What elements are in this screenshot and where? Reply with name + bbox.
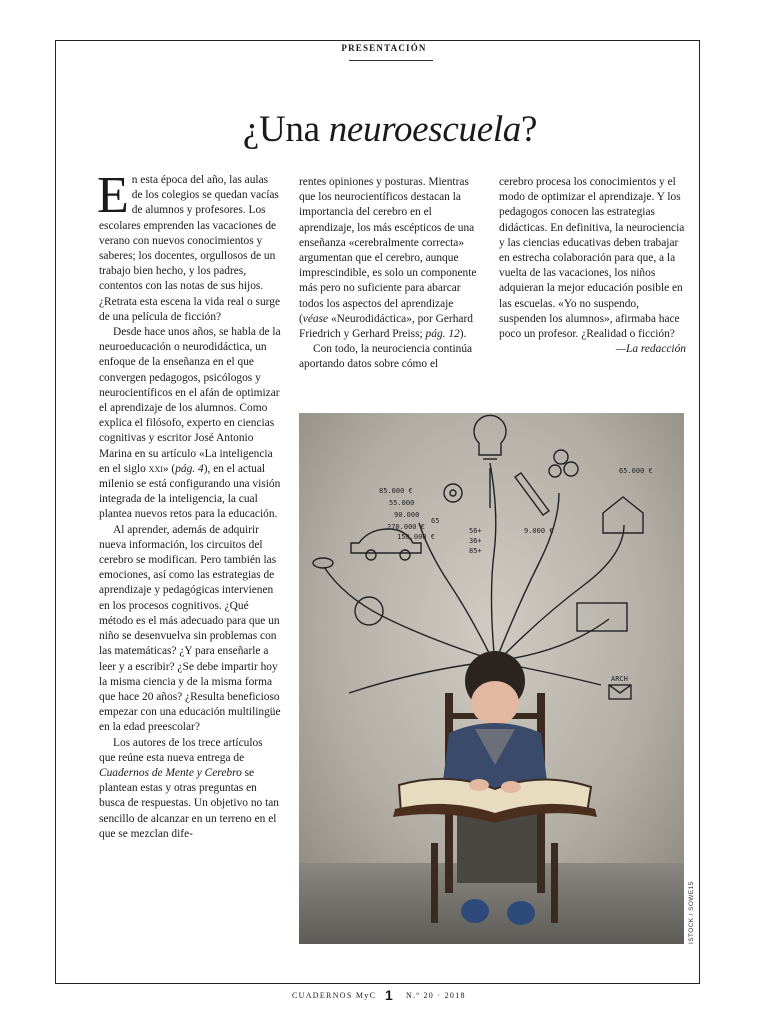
paragraph-2-century: xxi — [148, 462, 163, 475]
paragraph-6: Con todo, la neurociencia continúa aportando datos sobre cómo el — [299, 343, 473, 371]
svg-text:9.000 €: 9.000 € — [524, 527, 554, 535]
signature: —La redacción — [615, 343, 686, 356]
illustration — [299, 413, 684, 944]
svg-text:85.000 €: 85.000 € — [379, 487, 413, 495]
section-rule — [349, 60, 433, 61]
paragraph-3: Al aprender, además de adquirir nueva información, los circuitos del cerebro se modifican. Pero también las emociones, así como las estrategias de aprendizaje y pedagógicas intervienen en los procesos cognitivos. ¿Qué método es el más adecuado para que un niño se desenvuelva sin problemas con las matemáticas? ¿Y para enseñarle a leer y a escribir? ¿Se debe impartir hoy la misma ciencia y de la misma forma que hace 20 años? ¿Resulta beneficioso empezar con una educación multilingüe en la edad preescolar? — [99, 523, 281, 734]
text-column-3 — [499, 175, 686, 357]
paragraph-5 — [299, 175, 480, 342]
footer-publication: CUADERNOS MyC — [292, 991, 377, 1000]
text-column-1 — [97, 167, 281, 842]
svg-text:56+: 56+ — [469, 527, 482, 535]
paragraph-4-text-a: Los autores de los trece artículos que reúne esta nueva entrega de — [99, 736, 263, 764]
title-prefix: ¿Una — [242, 109, 329, 150]
publication-title: Cuadernos de Mente y Cerebro — [99, 766, 242, 779]
svg-text:55.000: 55.000 — [389, 499, 415, 507]
paragraph-5-text-c: ). — [459, 328, 467, 341]
paragraph-2-text-c: ), en el actual milenio se está configurando una visión integrada de la inteligencia, la cual plantea nuevos retos para la educación. — [99, 462, 281, 521]
text-column-2 — [299, 175, 480, 373]
paragraph-1-text: n esta época del año, las aulas de los colegios se quedan vacías de alumnos y profesores. Los escolares emprenden las vacaciones de verano con nuevos conocimientos y saberes; los docentes, orgullosos de un trabajo bien hecho, y los padres, contentos con las notas de sus hijos. ¿Retrata esta escena la vida real o surge de una película de ficción? — [99, 174, 280, 323]
paragraph-4-text-b: se plantean estas y otras preguntas en busca de respuestas. Un objetivo no tan sencillo de alcanzar en un terreno en el que se mezclan dife- — [99, 766, 279, 840]
paragraph-7: cerebro procesa los conocimientos y el modo de optimizar el aprendizaje. Y los pedagogos conocen las estrategias didácticas. En definitiva, la neurociencia y las ciencias educativas deben trabajar en estrecha colaboración para que, a la vuelta de las vacaciones, los niños adquieran la mejor educación posible en las escuelas. «Yo no suspendo, suspenden los alumnos», afirmaba hace poco un profesor. ¿Realidad o ficción? — [499, 176, 685, 341]
photo-child-reading — [299, 413, 684, 944]
paragraph-2 — [99, 325, 281, 523]
svg-text:ARCH: ARCH — [611, 675, 628, 683]
see-reference: véase — [302, 312, 329, 325]
svg-text:65: 65 — [431, 517, 440, 525]
page-reference-2: pág. 12 — [425, 328, 460, 341]
paragraph-4 — [99, 736, 281, 842]
drop-cap: E — [97, 167, 129, 224]
paragraph-5-text-a: rentes opiniones y posturas. Mientras que los neurocientíficos destacan la importancia del cerebro en el aprendizaje, los más escépticos de una enseñanza «cerebralmente correcta» argumentan que el cerebro, aunque imprescindible, es solo un componente más pero no suficiente para abarcar todos los aspectos del aprendizaje ( — [299, 176, 477, 325]
svg-text:36+: 36+ — [469, 537, 482, 545]
svg-text:270.000 €: 270.000 € — [387, 523, 425, 531]
paragraph-2-text-a: Desde hace unos años, se habla de la neuroeducación o neurodidáctica, un enfoque de la enseñanza en el que convergen pedagogos, psicólogos y neurocientíficos en el afán de optimizar el aprendizaje de los alumnos. Como explica el filósofo, experto en ciencias cognitivas y escritor José Antonio Marina en su artículo «La inteligencia en el siglo — [99, 326, 281, 475]
page-reference: pág. 4 — [175, 462, 204, 475]
svg-text:85+: 85+ — [469, 547, 482, 555]
section-label: PRESENTACIÓN — [341, 43, 427, 53]
title-italic: neuroescuela — [328, 109, 521, 150]
paragraph-2-text-b: » ( — [162, 462, 176, 475]
page-number: 1 — [385, 987, 393, 1003]
issue-number: N.º 20 · 2018 — [406, 991, 466, 1000]
paragraph-5-text-b: «Neurodidáctica», por Gerhard Friedrich y Gerhard Preiss; — [299, 312, 473, 341]
page-title — [0, 108, 768, 151]
svg-text:150.000 €: 150.000 € — [397, 533, 435, 541]
title-suffix: ? — [521, 109, 538, 150]
photo-credit: ISTOCK / SOWE15 — [688, 881, 695, 944]
paragraph-1 — [97, 167, 281, 325]
svg-text:65.000 €: 65.000 € — [619, 467, 653, 475]
svg-text:90.000: 90.000 — [394, 511, 420, 519]
